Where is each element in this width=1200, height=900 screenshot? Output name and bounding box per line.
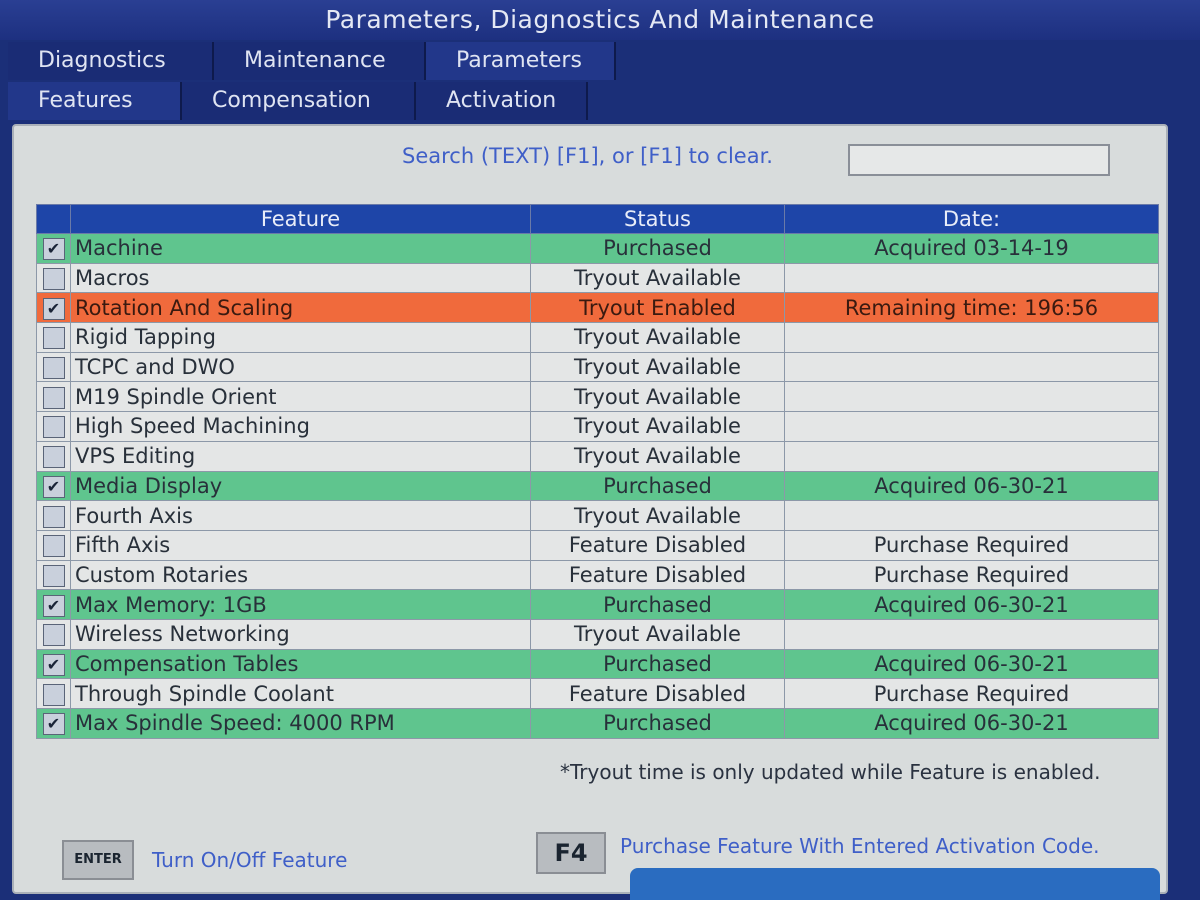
row-checkbox-cell[interactable] (37, 352, 71, 382)
feature-checkbox[interactable] (43, 268, 65, 290)
feature-date: Purchase Required (785, 679, 1159, 709)
table-header (37, 205, 1159, 234)
feature-date (785, 412, 1159, 442)
feature-name: Macros (71, 263, 531, 293)
feature-name: Fourth Axis (71, 501, 531, 531)
feature-name: VPS Editing (71, 441, 531, 471)
f4-key[interactable]: F4 (536, 832, 606, 874)
tab-parameters[interactable]: Parameters (426, 42, 616, 80)
features-panel (12, 124, 1168, 894)
feature-status: Feature Disabled (531, 679, 785, 709)
feature-name: TCPC and DWO (71, 352, 531, 382)
row-checkbox-cell[interactable] (37, 412, 71, 442)
tab-activation[interactable]: Activation (416, 82, 588, 120)
feature-date (785, 323, 1159, 353)
feature-checkbox[interactable] (43, 506, 65, 528)
table-row[interactable] (37, 382, 1159, 412)
row-checkbox-cell[interactable] (37, 501, 71, 531)
feature-date: Acquired 06-30-21 (785, 649, 1159, 679)
f4-hint: Purchase Feature With Entered Activation Code. (620, 834, 1100, 858)
feature-status: Tryout Enabled (531, 293, 785, 323)
feature-name: Rigid Tapping (71, 323, 531, 353)
feature-checkbox[interactable]: ✔ (43, 713, 65, 735)
feature-date (785, 441, 1159, 471)
table-row[interactable] (37, 412, 1159, 442)
feature-name: High Speed Machining (71, 412, 531, 442)
feature-date: Acquired 06-30-21 (785, 471, 1159, 501)
header-status[interactable]: Status (531, 205, 785, 234)
feature-status: Tryout Available (531, 501, 785, 531)
feature-checkbox[interactable] (43, 446, 65, 468)
feature-checkbox[interactable] (43, 327, 65, 349)
feature-name: Max Spindle Speed: 4000 RPM (71, 709, 531, 739)
table-row[interactable] (37, 323, 1159, 353)
feature-checkbox[interactable] (43, 624, 65, 646)
table-row[interactable] (37, 590, 1159, 620)
feature-status: Purchased (531, 234, 785, 264)
search-label: Search (TEXT) [F1], or [F1] to clear. (402, 144, 773, 168)
feature-date: Purchase Required (785, 560, 1159, 590)
feature-name: Fifth Axis (71, 530, 531, 560)
row-checkbox-cell[interactable] (37, 323, 71, 353)
feature-status: Purchased (531, 709, 785, 739)
feature-date: Remaining time: 196:56 (785, 293, 1159, 323)
feature-date (785, 352, 1159, 382)
header-date[interactable]: Date: (785, 205, 1159, 234)
bottom-status-bar (630, 868, 1160, 900)
table-row[interactable] (37, 263, 1159, 293)
feature-name: Compensation Tables (71, 649, 531, 679)
enter-key[interactable]: ENTER (62, 840, 134, 880)
table-row[interactable] (37, 709, 1159, 739)
feature-checkbox[interactable] (43, 357, 65, 379)
tab-maintenance[interactable]: Maintenance (214, 42, 426, 80)
search-input[interactable] (848, 144, 1110, 176)
row-checkbox-cell[interactable] (37, 263, 71, 293)
row-checkbox-cell[interactable] (37, 619, 71, 649)
table-row[interactable] (37, 234, 1159, 264)
feature-status: Tryout Available (531, 441, 785, 471)
enter-hint: Turn On/Off Feature (152, 848, 348, 872)
feature-checkbox[interactable]: ✔ (43, 595, 65, 617)
header-checkbox (37, 205, 71, 234)
row-checkbox-cell[interactable] (37, 293, 71, 323)
table-row[interactable] (37, 560, 1159, 590)
feature-status: Tryout Available (531, 263, 785, 293)
row-checkbox-cell[interactable] (37, 234, 71, 264)
feature-status: Purchased (531, 471, 785, 501)
feature-status: Purchased (531, 590, 785, 620)
features-table (36, 204, 1159, 739)
feature-checkbox[interactable] (43, 684, 65, 706)
feature-name: Max Memory: 1GB (71, 590, 531, 620)
row-checkbox-cell[interactable] (37, 590, 71, 620)
feature-checkbox[interactable]: ✔ (43, 238, 65, 260)
table-row[interactable] (37, 441, 1159, 471)
feature-name: Wireless Networking (71, 619, 531, 649)
row-checkbox-cell[interactable] (37, 679, 71, 709)
feature-name: Media Display (71, 471, 531, 501)
table-row[interactable] (37, 530, 1159, 560)
tab-diagnostics[interactable]: Diagnostics (8, 42, 214, 80)
feature-date: Acquired 06-30-21 (785, 590, 1159, 620)
header-feature[interactable]: Feature (71, 205, 531, 234)
feature-status: Tryout Available (531, 323, 785, 353)
feature-checkbox[interactable] (43, 416, 65, 438)
table-row[interactable] (37, 293, 1159, 323)
feature-name: Custom Rotaries (71, 560, 531, 590)
feature-name: Machine (71, 234, 531, 264)
table-row[interactable] (37, 619, 1159, 649)
feature-checkbox[interactable] (43, 387, 65, 409)
row-checkbox-cell[interactable] (37, 471, 71, 501)
row-checkbox-cell[interactable] (37, 530, 71, 560)
feature-status: Tryout Available (531, 382, 785, 412)
feature-date (785, 382, 1159, 412)
table-row[interactable] (37, 352, 1159, 382)
feature-status: Purchased (531, 649, 785, 679)
table-row[interactable] (37, 649, 1159, 679)
tryout-footnote: *Tryout time is only updated while Feature is enabled. (560, 760, 1101, 784)
feature-date: Acquired 06-30-21 (785, 709, 1159, 739)
tab-compensation[interactable]: Compensation (182, 82, 416, 120)
feature-checkbox[interactable]: ✔ (43, 654, 65, 676)
feature-status: Feature Disabled (531, 560, 785, 590)
feature-status: Tryout Available (531, 619, 785, 649)
feature-checkbox[interactable]: ✔ (43, 298, 65, 320)
feature-date: Purchase Required (785, 530, 1159, 560)
table-row[interactable] (37, 679, 1159, 709)
feature-checkbox[interactable]: ✔ (43, 476, 65, 498)
tab-features[interactable]: Features (8, 82, 182, 120)
feature-name: M19 Spindle Orient (71, 382, 531, 412)
feature-name: Rotation And Scaling (71, 293, 531, 323)
row-checkbox-cell[interactable] (37, 709, 71, 739)
row-checkbox-cell[interactable] (37, 441, 71, 471)
row-checkbox-cell[interactable] (37, 649, 71, 679)
feature-checkbox[interactable] (43, 565, 65, 587)
window-title: Parameters, Diagnostics And Maintenance (0, 0, 1200, 40)
row-checkbox-cell[interactable] (37, 382, 71, 412)
feature-date: Acquired 03-14-19 (785, 234, 1159, 264)
feature-status: Feature Disabled (531, 530, 785, 560)
table-row[interactable] (37, 471, 1159, 501)
feature-name: Through Spindle Coolant (71, 679, 531, 709)
feature-checkbox[interactable] (43, 535, 65, 557)
feature-date (785, 263, 1159, 293)
feature-date (785, 501, 1159, 531)
row-checkbox-cell[interactable] (37, 560, 71, 590)
feature-date (785, 619, 1159, 649)
table-row[interactable] (37, 501, 1159, 531)
tab-row-primary (8, 42, 616, 80)
feature-status: Tryout Available (531, 412, 785, 442)
feature-status: Tryout Available (531, 352, 785, 382)
tab-row-secondary (8, 82, 588, 120)
